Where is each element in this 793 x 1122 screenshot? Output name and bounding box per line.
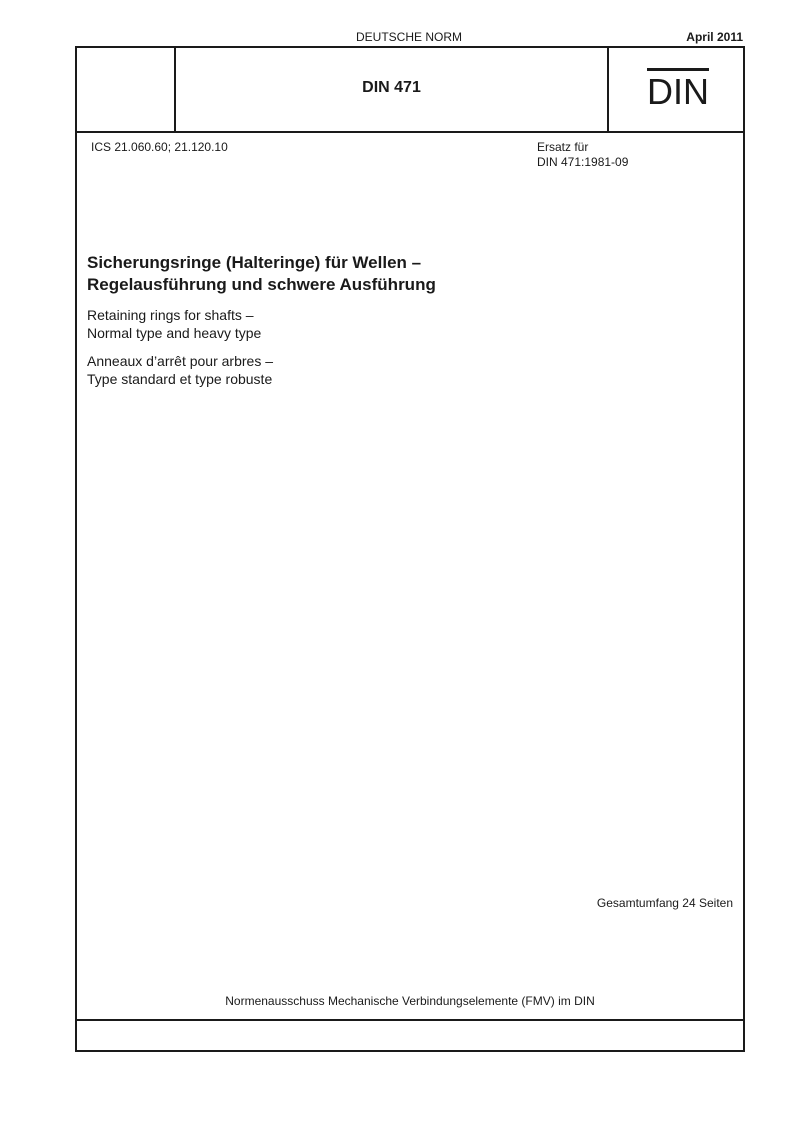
cover-frame [75, 46, 745, 1052]
committee-footer: Normenausschuss Mechanische Verbindungselemente (FMV) im DIN [225, 994, 595, 1008]
title-english [87, 306, 727, 342]
title-german [87, 252, 727, 296]
bottom-divider [77, 1019, 743, 1021]
title-row [77, 48, 743, 133]
title-german-line-2: Regelausführung und schwere Ausführung [87, 275, 436, 294]
title-english-line-1: Retaining rings for shafts – [87, 307, 254, 323]
logo-cell [607, 48, 745, 131]
title-cell-empty [77, 48, 176, 131]
replaces-value: DIN 471:1981-09 [537, 155, 629, 169]
publication-date: April 2011 [686, 30, 743, 44]
din-logo-text: DIN [647, 71, 709, 110]
document-number: DIN 471 [362, 79, 421, 96]
title-french-line-2: Type standard et type robuste [87, 371, 273, 387]
title-french [87, 352, 727, 388]
din-logo-icon [647, 66, 709, 110]
title-english-line-2: Normal type and heavy type [87, 325, 262, 341]
title-french-line-1: Anneaux d’arrêt pour arbres – [87, 353, 273, 369]
replaces-label: Ersatz für [537, 140, 589, 154]
replaces-block [537, 140, 628, 170]
page-count: Gesamtumfang 24 Seiten [596, 896, 733, 910]
title-german-line-1: Sicherungsringe (Halteringe) für Wellen – [87, 253, 422, 272]
document-type-label: DEUTSCHE NORM [355, 30, 462, 44]
ics-code: ICS 21.060.60; 21.120.10 [91, 140, 228, 154]
